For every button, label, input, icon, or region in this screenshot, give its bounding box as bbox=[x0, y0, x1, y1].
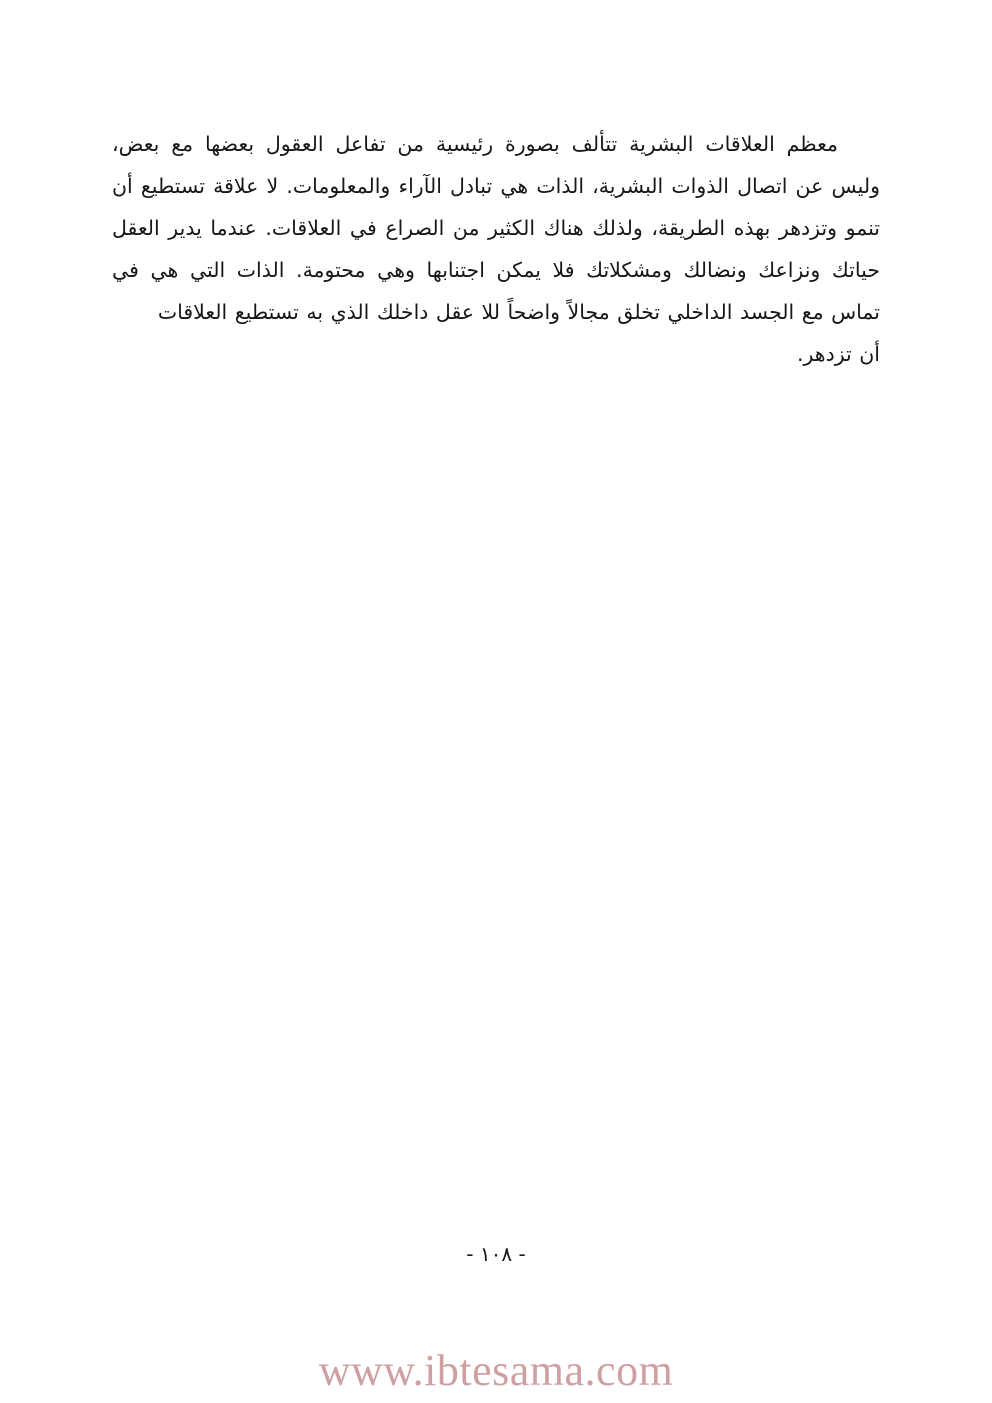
site-watermark: www.ibtesama.com bbox=[318, 1346, 674, 1395]
body-text-block bbox=[112, 123, 880, 375]
page-number-folio: - ١٠٨ - bbox=[466, 1242, 526, 1266]
body-paragraph-last-line: أن تزدهر. bbox=[796, 342, 880, 366]
body-paragraph: معظم العلاقات البشرية تتألف بصورة رئيسية من تفاعل العقول بعضها مع بعض، وليس عن اتصال الذوات البشرية، الذات هي تبادل الآراء والمعلومات. لا علاقة تستطيع أن تنمو وتزدهر بهذه الطريقة، ولذلك هناك الكثير من الصراع في العلاقات. عندما يدير العقل حياتك ونزاعك ونضالك ومشكلاتك فلا يمكن اجتنابها وهي محتومة. الذات التي هي في تماس مع الجسد الداخلي تخلق مجالاً واضحاً للا عقل داخلك الذي به تستطيع العلاقات bbox=[112, 132, 880, 324]
